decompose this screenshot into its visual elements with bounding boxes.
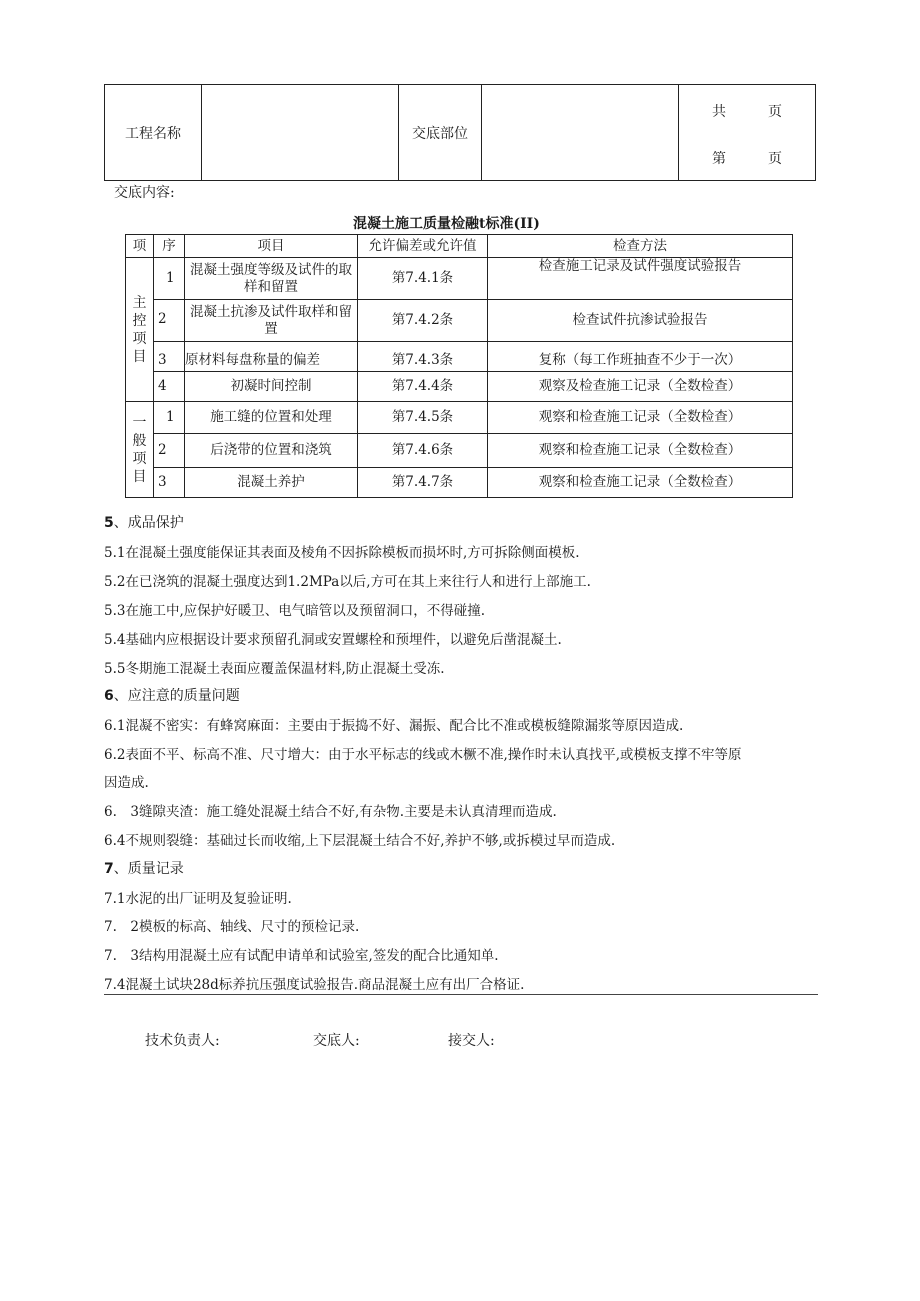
row-item: 混凝土养护 — [185, 468, 358, 498]
tech-lead-signature: 技术负责人: — [145, 1033, 220, 1049]
row-method: 观察和检查施工记录（全数检查） — [488, 468, 793, 498]
row-method: 观察和检查施工记录（全数检查） — [488, 402, 793, 434]
table-header-row — [126, 235, 793, 258]
total-pages — [679, 101, 815, 121]
section-5-item: 5.3在施工中,应保护好暖卫、电气暗管以及预留洞口，不得碰撞. — [104, 603, 486, 619]
section-6-item: 6.2表面不平、标高不准、尺寸增大：由于水平标志的线或木橛不准,操作时未认真找平,或模板支撑不牢等原 — [104, 747, 742, 763]
total-prefix: 共 — [712, 104, 726, 120]
row-method: 检查试件抗渗试验报告 — [488, 300, 793, 342]
section-5-item: 5.1在混凝土强度能保证其表面及棱角不因拆除模板而损坏时,方可拆除侧面模板. — [104, 545, 580, 561]
section-7-num: 7 — [104, 861, 114, 877]
receiver-signature: 接交人: — [448, 1033, 495, 1049]
row-seq: 1 — [154, 402, 185, 434]
row-item: 施工缝的位置和处理 — [185, 402, 358, 434]
header-method: 检查方法 — [488, 235, 793, 258]
main-control-text: 主控项目 — [132, 294, 147, 365]
table-row — [126, 468, 793, 498]
table-row — [126, 402, 793, 434]
row-item: 初凝时间控制 — [185, 372, 358, 402]
table-row — [126, 434, 793, 468]
discloser-signature: 交底人: — [313, 1033, 360, 1049]
section-7-title-text: 、质量记录 — [113, 861, 184, 877]
table-row — [126, 342, 793, 372]
row-tolerance: 第7.4.7条 — [358, 468, 488, 498]
divider — [104, 994, 818, 995]
row-seq: 2 — [154, 434, 185, 468]
section-6-title-text: 、应注意的质量问题 — [113, 688, 240, 704]
page-suffix: 页 — [768, 151, 782, 167]
section-5-item: 5.4基础内应根据设计要求预留孔洞或安置螺栓和预埋件，以避免后凿混凝土. — [104, 632, 562, 648]
current-page — [679, 148, 815, 168]
row-method: 复称（每工作班抽查不少于一次） — [488, 342, 793, 372]
header-tolerance: 允许偏差或允许值 — [358, 235, 488, 258]
project-name-label: 工程名称 — [105, 85, 202, 181]
section-6-title — [104, 685, 240, 705]
section-6-item: 6. 3缝隙夹渣：施工缝处混凝土结合不好,有杂物.主要是未认真清理而造成. — [104, 804, 557, 820]
row-seq: 3 — [154, 468, 185, 498]
header-seq: 序 — [154, 235, 185, 258]
total-suffix: 页 — [768, 104, 782, 120]
table-row — [126, 258, 793, 300]
row-method: 观察和检查施工记录（全数检查） — [488, 434, 793, 468]
section-6-num: 6 — [104, 688, 114, 704]
row-seq: 1 — [154, 258, 185, 300]
table-row — [126, 300, 793, 342]
general-category — [126, 402, 154, 498]
row-tolerance: 第7.4.3条 — [358, 342, 488, 372]
row-tolerance: 第7.4.5条 — [358, 402, 488, 434]
row-tolerance: 第7.4.6条 — [358, 434, 488, 468]
row-item: 混凝土强度等级及试件的取样和留置 — [185, 258, 358, 300]
section-6-item-cont: 因造成. — [104, 775, 149, 791]
disclosure-part-label: 交底部位 — [399, 85, 482, 181]
row-tolerance: 第7.4.4条 — [358, 372, 488, 402]
row-tolerance: 第7.4.2条 — [358, 300, 488, 342]
project-name-value — [202, 85, 399, 181]
row-seq: 2 — [154, 300, 185, 342]
page-count-cell — [679, 85, 816, 181]
section-5-num: 5 — [104, 515, 114, 531]
section-6-item: 6.4不规则裂缝：基础过长而收缩,上下层混凝土结合不好,养护不够,或拆模过早而造成. — [104, 833, 616, 849]
section-7-item: 7.1水泥的出厂证明及复验证明. — [104, 891, 292, 907]
table-title: 混凝土施工质量检融t标准(II) — [353, 216, 540, 232]
section-5-item: 5.5冬期施工混凝土表面应覆盖保温材料,防止混凝土受冻. — [104, 661, 445, 677]
header-item: 项目 — [185, 235, 358, 258]
header-table — [104, 84, 816, 181]
row-item: 原材料每盘称量的偏差 — [185, 342, 358, 372]
table-row — [126, 372, 793, 402]
disclosure-part-value — [482, 85, 679, 181]
section-5-title-text: 、成品保护 — [113, 515, 184, 531]
general-text: 一般项目 — [132, 414, 147, 485]
row-seq: 3 — [154, 342, 185, 372]
row-method: 观察及检查施工记录（全数检查） — [488, 372, 793, 402]
page-prefix: 第 — [712, 151, 726, 167]
inspection-table — [125, 234, 793, 498]
row-item: 后浇带的位置和浇筑 — [185, 434, 358, 468]
row-item: 混凝土抗渗及试件取样和留置 — [185, 300, 358, 342]
content-label: 交底内容: — [114, 185, 175, 201]
section-7-item: 7. 2模板的标高、轴线、尺寸的预检记录. — [104, 919, 360, 935]
section-5-item: 5.2在已浇筑的混凝土强度达到1.2MPa以后,方可在其上来往行人和进行上部施工. — [104, 574, 591, 590]
row-tolerance: 第7.4.1条 — [358, 258, 488, 300]
section-6-item: 6.1混凝不密实：有蜂窝麻面：主要由于振捣不好、漏振、配合比不准或模板缝隙漏浆等原因造成. — [104, 718, 684, 734]
section-5-title — [104, 512, 184, 532]
row-seq: 4 — [154, 372, 185, 402]
section-7-item: 7.4混凝土试块28d标养抗压强度试验报告.商品混凝土应有出厂合格证. — [104, 977, 525, 993]
header-category: 项 — [126, 235, 154, 258]
section-7-item: 7. 3结构用混凝土应有试配申请单和试验室,签发的配合比通知单. — [104, 948, 499, 964]
row-method: 检查施工记录及试件强度试验报告 — [488, 258, 793, 300]
main-control-category — [126, 258, 154, 402]
section-7-title — [104, 858, 184, 878]
